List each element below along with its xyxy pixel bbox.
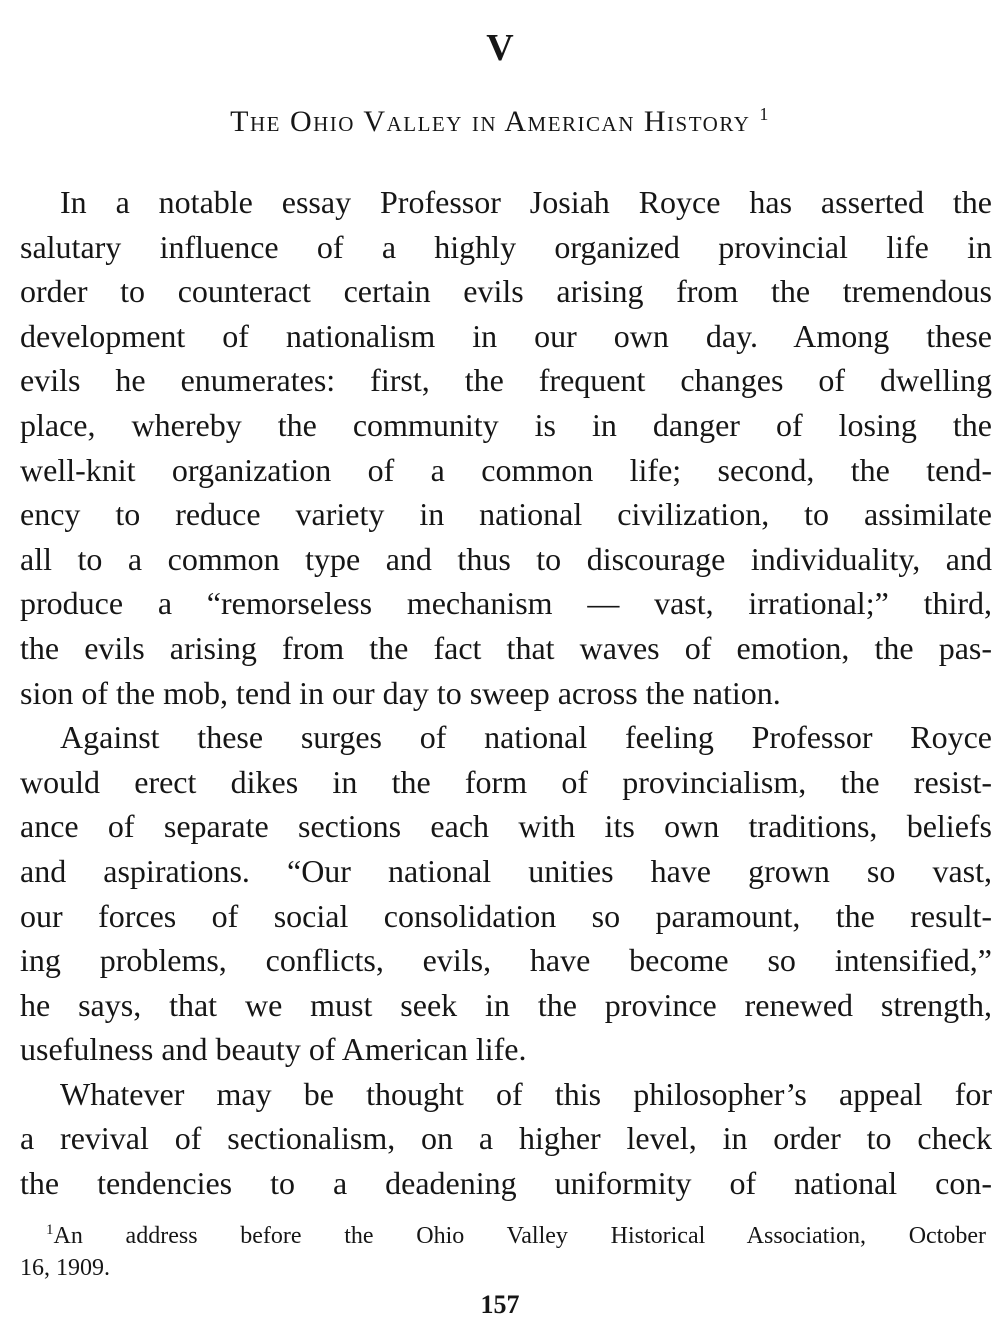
text-line: would erect dikes in the form of provincialism, the resist-	[20, 763, 992, 800]
footnote-reference-marker: 1	[759, 104, 770, 124]
footnote-line: $^1$An address before the Ohio Valley Historical Association, October	[46, 1222, 986, 1249]
text-line: usefulness and beauty of American life.	[20, 1031, 527, 1068]
text-line: salutary influence of a highly organized provincial life in	[20, 228, 992, 265]
text-line: ance of separate sections each with its own traditions, beliefs	[20, 808, 992, 845]
text-line: our forces of social consolidation so paramount, the result-	[20, 897, 992, 934]
page-number: 157	[480, 1290, 520, 1319]
text-line: evils he enumerates: first, the frequent changes of dwelling	[20, 362, 992, 399]
footnote-line: 16, 1909.	[20, 1255, 110, 1281]
text-line: all to a common type and thus to discourage individuality, and	[20, 540, 992, 577]
text-line: place, whereby the community is in danger of losing the	[20, 406, 992, 443]
footnote	[20, 1220, 986, 1284]
chapter-title	[0, 104, 1000, 140]
text-line: order to counteract certain evils arising from the tremendous	[20, 273, 992, 310]
text-line: Whatever may be thought of this philosopher’s appeal for	[60, 1075, 992, 1112]
chapter-number: V	[486, 27, 514, 69]
chapter-title-text: The Ohio Valley in American History	[230, 105, 751, 138]
text-line: well-knit organization of a common life; second, the tend-	[20, 451, 992, 488]
text-line: and aspirations. “Our national unities have grown so vast,	[20, 852, 992, 889]
text-line: he says, that we must seek in the province renewed strength,	[20, 986, 992, 1023]
text-line: ency to reduce variety in national civilization, to assimilate	[20, 496, 992, 533]
text-line: Against these surges of national feeling Professor Royce	[60, 719, 992, 756]
text-line: ing problems, conflicts, evils, have become so intensified,”	[20, 942, 992, 979]
text-line: the evils arising from the fact that waves of emotion, the pas-	[20, 629, 992, 666]
text-line: In a notable essay Professor Josiah Royce has asserted the	[60, 184, 992, 220]
text-line: a revival of sectionalism, on a higher level, in order to check	[20, 1120, 992, 1157]
body-text	[20, 180, 992, 1206]
text-line: the tendencies to a deadening uniformity of national con-	[20, 1165, 992, 1202]
text-line: development of nationalism in our own day. Among these	[20, 317, 992, 354]
footnote-marker: 1	[46, 1222, 54, 1238]
text-line: sion of the mob, tend in our day to sweep across the nation.	[20, 674, 781, 711]
text-line: produce a “remorseless mechanism — vast, irrational;” third,	[20, 585, 992, 622]
